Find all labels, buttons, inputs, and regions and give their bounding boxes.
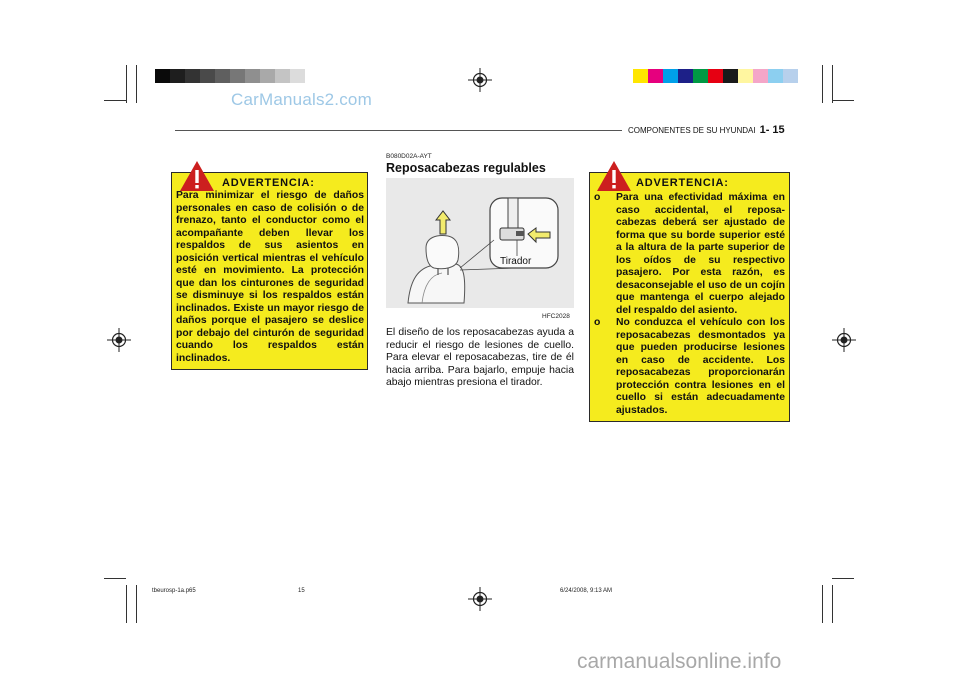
color-swatch [200, 69, 215, 83]
list-item-text: No conduzca el vehículo con los reposacabezas desmontados ya que pueden producirse lesiones en caso de accidente. Los reposacabezas proporcionarán protección contra lesiones en el cuello si están adecuadamente ajustados. [616, 317, 785, 416]
footer-date: 6/24/2008, 9:13 AM [560, 588, 613, 594]
watermark-bottom-link[interactable]: carmanualsonline.info [577, 650, 782, 673]
color-swatch [275, 69, 290, 83]
color-swatch [170, 69, 185, 83]
page-number: 1- 15 [759, 124, 785, 136]
color-swatch [185, 69, 200, 83]
watermark-link[interactable]: CarManuals2.com [231, 90, 372, 109]
color-swatch [678, 69, 693, 83]
color-swatch [155, 69, 170, 83]
section-name: COMPONENTES DE SU HYUNDAI [628, 126, 756, 135]
crosshair-icon [832, 328, 856, 352]
color-swatch [708, 69, 723, 83]
grayscale-color-bar [155, 69, 305, 83]
running-header [628, 124, 785, 136]
headrest-drawing [386, 178, 574, 308]
color-swatch [633, 69, 648, 83]
color-swatch [260, 69, 275, 83]
section-title: Reposacabezas regulables [386, 161, 546, 175]
right-warning-title: ADVERTENCIA: [636, 177, 729, 189]
crosshair-icon [468, 68, 492, 92]
color-swatch [215, 69, 230, 83]
illustration-code: HFC2028 [542, 313, 570, 320]
headrest-paragraph: El diseño de los reposacabezas ayuda a reducir el riesgo de lesiones de cuello. Para elevar el reposacabezas, tire de él hacia arriba. Para bajarlo, empuje hacia abajo mientras presiona el tirador. [386, 327, 574, 389]
bullet: o [594, 317, 601, 328]
color-swatch [768, 69, 783, 83]
bullet: o [594, 192, 601, 203]
color-swatch [723, 69, 738, 83]
section-code: B080D02A-AYT [386, 153, 432, 160]
color-swatch [753, 69, 768, 83]
warning-triangle-icon [179, 160, 215, 192]
color-swatch [290, 69, 305, 83]
list-item [594, 192, 785, 317]
crosshair-icon [468, 587, 492, 611]
footer-filename: tbeurosp-1a.p65 [152, 588, 196, 594]
color-swatch [738, 69, 753, 83]
color-swatch [783, 69, 798, 83]
color-swatch [245, 69, 260, 83]
left-warning-title: ADVERTENCIA: [222, 177, 315, 189]
list-item [594, 317, 785, 417]
color-swatch [230, 69, 245, 83]
headrest-illustration [386, 178, 574, 308]
crosshair-icon [107, 328, 131, 352]
cmyk-color-bar [633, 69, 798, 83]
warning-triangle-icon [596, 160, 632, 192]
list-item-text: Para una efectividad máxima en caso accidental, el reposa-cabezas deberá ser ajustado de forma que su borde superior esté a la altura de la parte superior de los oídos de su respectivo pasajero. Por esta razón, es desaconsejable el uso de un cojín que mantenga el cuerpo alejado del respaldo del asiento. [616, 192, 785, 316]
color-swatch [648, 69, 663, 83]
tirador-label: Tirador [500, 256, 532, 267]
color-swatch [693, 69, 708, 83]
right-warning-list [594, 192, 785, 417]
color-swatch [663, 69, 678, 83]
footer-page: 15 [298, 588, 305, 594]
left-warning-text: Para minimizar el riesgo de daños personales en caso de colisión o de frenazo, tanto el conductor como el acompañante deben llevar los respaldos de sus asientos en posición vertical mientras el vehículo esté en movimiento. La protección que dan los cinturones de seguridad se disminuye si los respaldos están inclinados. Existe un mayor riesgo de daños porque el pasajero se deslice por debajo del cinturón de seguridad cuando los respaldos están inclinados. [176, 190, 364, 364]
header-rule [175, 130, 622, 131]
